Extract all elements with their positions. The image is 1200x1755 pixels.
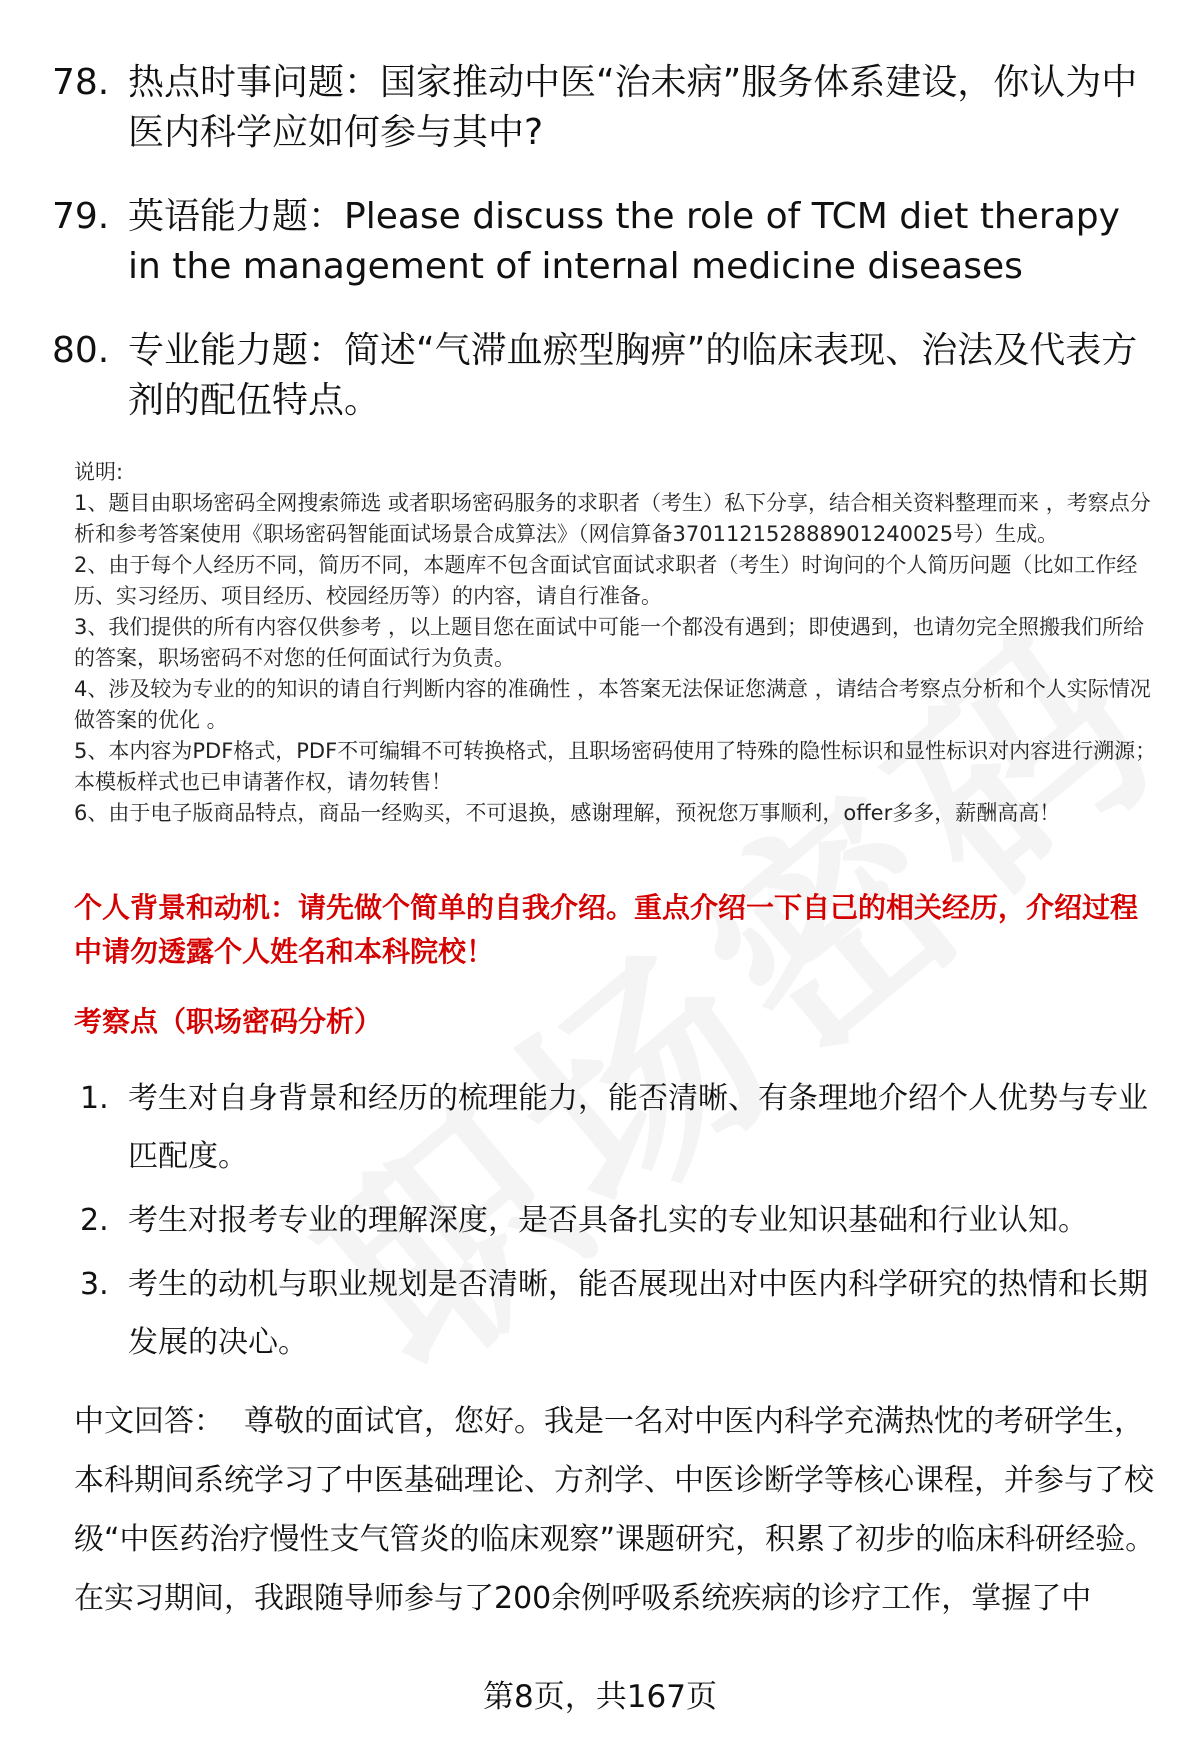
- note-item: 3、我们提供的所有内容仅供参考 ，以上题目您在面试中可能一个都没有遇到；即使遇到，也请勿完全照搬我们所给的答案，职场密码不对您的任何面试行为负责。: [74, 615, 1145, 670]
- analysis-points: [80, 1070, 1160, 1378]
- question-text: 热点时事问题：国家推动中医“治未病”服务体系建设，你认为中医内科学应如何参与其中?: [128, 62, 1138, 153]
- note-item: 5、本内容为PDF格式，PDF不可编辑不可转换格式，且职场密码使用了特殊的隐性标识和显性标识对内容进行溯源；本模板样式也已申请著作权，请勿转售！: [74, 739, 1157, 794]
- note-item: 4、涉及较为专业的的知识的请自行判断内容的准确性 ，本答案无法保证您满意 ，请结合考察点分析和个人实际情况做答案的优化 。: [74, 677, 1151, 732]
- question-number: 79.: [52, 196, 110, 237]
- point-text: 考生的动机与职业规划是否清晰，能否展现出对中医内科学研究的热情和长期发展的决心。: [128, 1267, 1148, 1360]
- note-item: 6、由于电子版商品特点，商品一经购买，不可退换，感谢理解，预祝您万事顺利，offer多多，薪酬高高！: [74, 801, 1061, 825]
- question-78: [52, 58, 1152, 158]
- question-79: [52, 192, 1152, 292]
- page-footer: 第8页，共167页: [483, 1679, 717, 1715]
- point-number: 2.: [80, 1203, 109, 1238]
- note-item: 1、题目由职场密码全网搜索筛选 或者职场密码服务的求职者（考生）私下分享，结合相关资料整理而来 ，考察点分析和参考答案使用《职场密码智能面试场景合成算法》（网信算备370112152888901240025号）生成。: [74, 491, 1151, 546]
- list-item: [80, 1192, 1160, 1250]
- chinese-answer: [74, 1392, 1158, 1628]
- point-number: 1.: [80, 1081, 109, 1116]
- list-item: [80, 1256, 1160, 1372]
- personal-background-heading: 个人背景和动机：请先做个简单的自我介绍。重点介绍一下自己的相关经历，介绍过程中请勿透露个人姓名和本科院校！: [74, 891, 1139, 968]
- notes-section: [74, 457, 1159, 829]
- point-text: 考生对报考专业的理解深度，是否具备扎实的专业知识基础和行业认知。: [128, 1203, 1088, 1238]
- question-text: 专业能力题：简述“气滞血瘀型胸痹”的临床表现、治法及代表方剂的配伍特点。: [128, 330, 1138, 421]
- list-item: [80, 1070, 1160, 1186]
- answer-label: 中文回答：: [74, 1404, 224, 1439]
- note-item: 2、由于每个人经历不同，简历不同，本题库不包含面试官面试求职者（考生）时询问的个人简历问题（比如工作经历、实习经历、项目经历、校园经历等）的内容，请自行准备。: [74, 553, 1138, 608]
- point-text: 考生对自身背景和经历的梳理能力，能否清晰、有条理地介绍个人优势与专业匹配度。: [128, 1081, 1148, 1174]
- answer-text: 尊敬的面试官，您好。我是一名对中医内科学充满热忱的考研学生，本科期间系统学习了中医基础理论、方剂学、中医诊断学等核心课程，并参与了校级“中医药治疗慢性支气管炎的临床观察”课题研究，积累了初步的临床科研经验。在实习期间，我跟随导师参与了200余例呼吸系统疾病的诊疗工作，掌握了中: [74, 1404, 1156, 1616]
- question-text: 英语能力题：Please discuss the role of TCM diet therapy in the management of internal medicine diseases: [128, 196, 1120, 287]
- notes-title: 说明:: [74, 460, 124, 484]
- point-number: 3.: [80, 1267, 109, 1302]
- analysis-heading: 考察点（职场密码分析）: [74, 1005, 383, 1038]
- question-number: 80.: [52, 330, 110, 371]
- question-number: 78.: [52, 62, 110, 103]
- question-80: [52, 326, 1152, 426]
